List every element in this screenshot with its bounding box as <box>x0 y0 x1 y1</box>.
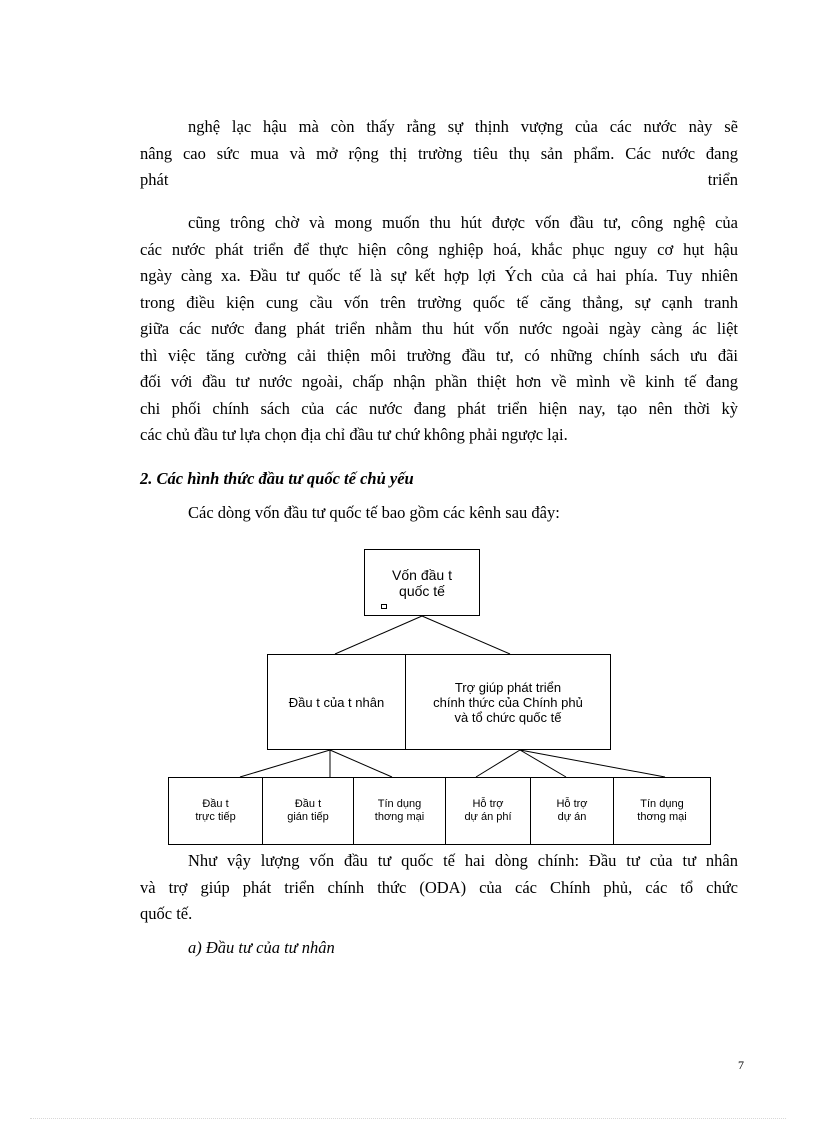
paragraph-3 <box>140 848 738 928</box>
diagram-box-line: thơng mại <box>374 811 425 823</box>
diagram-oda-box <box>405 654 611 750</box>
connector-l2b-1 <box>476 750 520 777</box>
diagram-box-line: dự án phí <box>464 811 512 823</box>
paragraph-line: giữa các nước đang phát triển nhằm thu hút vốn nước ngoài ngày càng ác liệt <box>140 319 738 338</box>
diagram-private-investment-box <box>267 654 406 750</box>
diagram-box-line: và tổ chức quốc tế <box>454 709 562 725</box>
small-square-mark <box>381 604 387 609</box>
connector-l2a-1 <box>240 750 330 777</box>
intro-text: Các dòng vốn đầu tư quốc tế bao gồm các kênh sau đây: <box>188 503 560 522</box>
paragraph-line: nghệ lạc hậu mà còn thấy rằng sự thịnh vượng của các nước này sẽ <box>188 117 738 136</box>
diagram-commercial-credit-box <box>353 777 446 845</box>
subheading: a) Đầu tư của tư nhân <box>188 938 335 957</box>
paragraph-line: chi phối chính sách của các nước đang phát triển hiện nay, tạo nên thời kỳ <box>140 398 738 418</box>
diagram-box-line: chính thức của Chính phủ <box>433 694 583 710</box>
paragraph-line: nâng cao sức mua và mở rộng thị trường tiêu thụ sản phẩm. Các nước đang <box>140 143 738 163</box>
footer-divider <box>30 1118 786 1119</box>
word-trien: triển <box>707 170 738 189</box>
word-phat: phát <box>140 170 169 189</box>
paragraph-line: và trợ giúp phát triển chính thức (ODA) của các Chính phủ, các tổ chức <box>140 877 738 897</box>
diagram-root-line: quốc tế <box>399 582 445 599</box>
diagram-box-line: gián tiếp <box>287 811 329 823</box>
diagram-root-line: Vốn đầu t <box>392 566 452 583</box>
page-number: 7 <box>738 1058 744 1072</box>
diagram-box-line: Tín dụng <box>377 798 422 810</box>
diagram-box-line: Hỗ trợ <box>556 798 588 810</box>
diagram-project-aid-box <box>530 777 614 845</box>
diagram-box-line: trực tiếp <box>195 811 236 823</box>
paragraph-line: cũng trông chờ và mong muốn thu hút được vốn đầu tư, công nghệ của <box>188 213 738 232</box>
diagram-box-line: thơng mại <box>637 811 687 823</box>
diagram-box-line: Đầu t <box>202 798 229 810</box>
paragraph-line <box>140 167 738 194</box>
paragraph-line: Như vậy lượng vốn đầu tư quốc tế hai dòng chính: Đầu tư của tư nhân <box>188 851 738 870</box>
paragraph-line: đối với đầu tư nước ngoài, chấp nhận phần thiệt hơn về mình về kinh tế đang <box>140 372 738 391</box>
paragraph-line: thì việc tăng cường cải thiện môi trường đầu tư, có những chính sách ưu đãi <box>140 345 738 365</box>
paragraph-line: trong điều kiện cung cầu vốn trên trường quốc tế căng thẳng, sự cạnh tranh <box>140 292 738 312</box>
diagram-box-line: dự án <box>557 811 587 823</box>
paragraph-line: các nước phát triển để thực hiện công nghiệp hoá, khắc phục nguy cơ hụt hậu <box>140 239 738 259</box>
connector-l2b-2 <box>520 750 566 777</box>
section-heading: 2. Các hình thức đầu tư quốc tế chủ yếu <box>140 469 414 488</box>
paragraph-line: ngày càng xa. Đầu tư quốc tế là sự kết hợp lợi Ých của cả hai phía. Tuy nhiên <box>140 266 738 285</box>
connector-root-right <box>422 616 510 654</box>
connector-l2a-3 <box>330 750 392 777</box>
diagram-commercial-credit-box-2 <box>613 777 711 845</box>
paragraph-1 <box>140 114 738 194</box>
paragraph-line: quốc tế. <box>140 904 193 923</box>
diagram-fdi-box <box>168 777 263 845</box>
connector-l2b-3 <box>520 750 665 777</box>
diagram-box-line: Đầu t của t nhân <box>288 694 385 710</box>
diagram-indirect-box <box>262 777 354 845</box>
paragraph-line: các chủ đầu tư lựa chọn địa chỉ đầu tư chứ không phải ngược lại. <box>140 425 568 444</box>
diagram-box-line: Hỗ trợ <box>472 798 504 810</box>
connector-root-left <box>335 616 422 654</box>
diagram-box-line: Tín dụng <box>640 798 684 810</box>
diagram-box-line: Đầu t <box>294 798 322 810</box>
diagram-box-line: Trợ giúp phát triển <box>454 679 562 695</box>
paragraph-2 <box>140 210 738 449</box>
diagram-non-project-aid-box <box>445 777 531 845</box>
